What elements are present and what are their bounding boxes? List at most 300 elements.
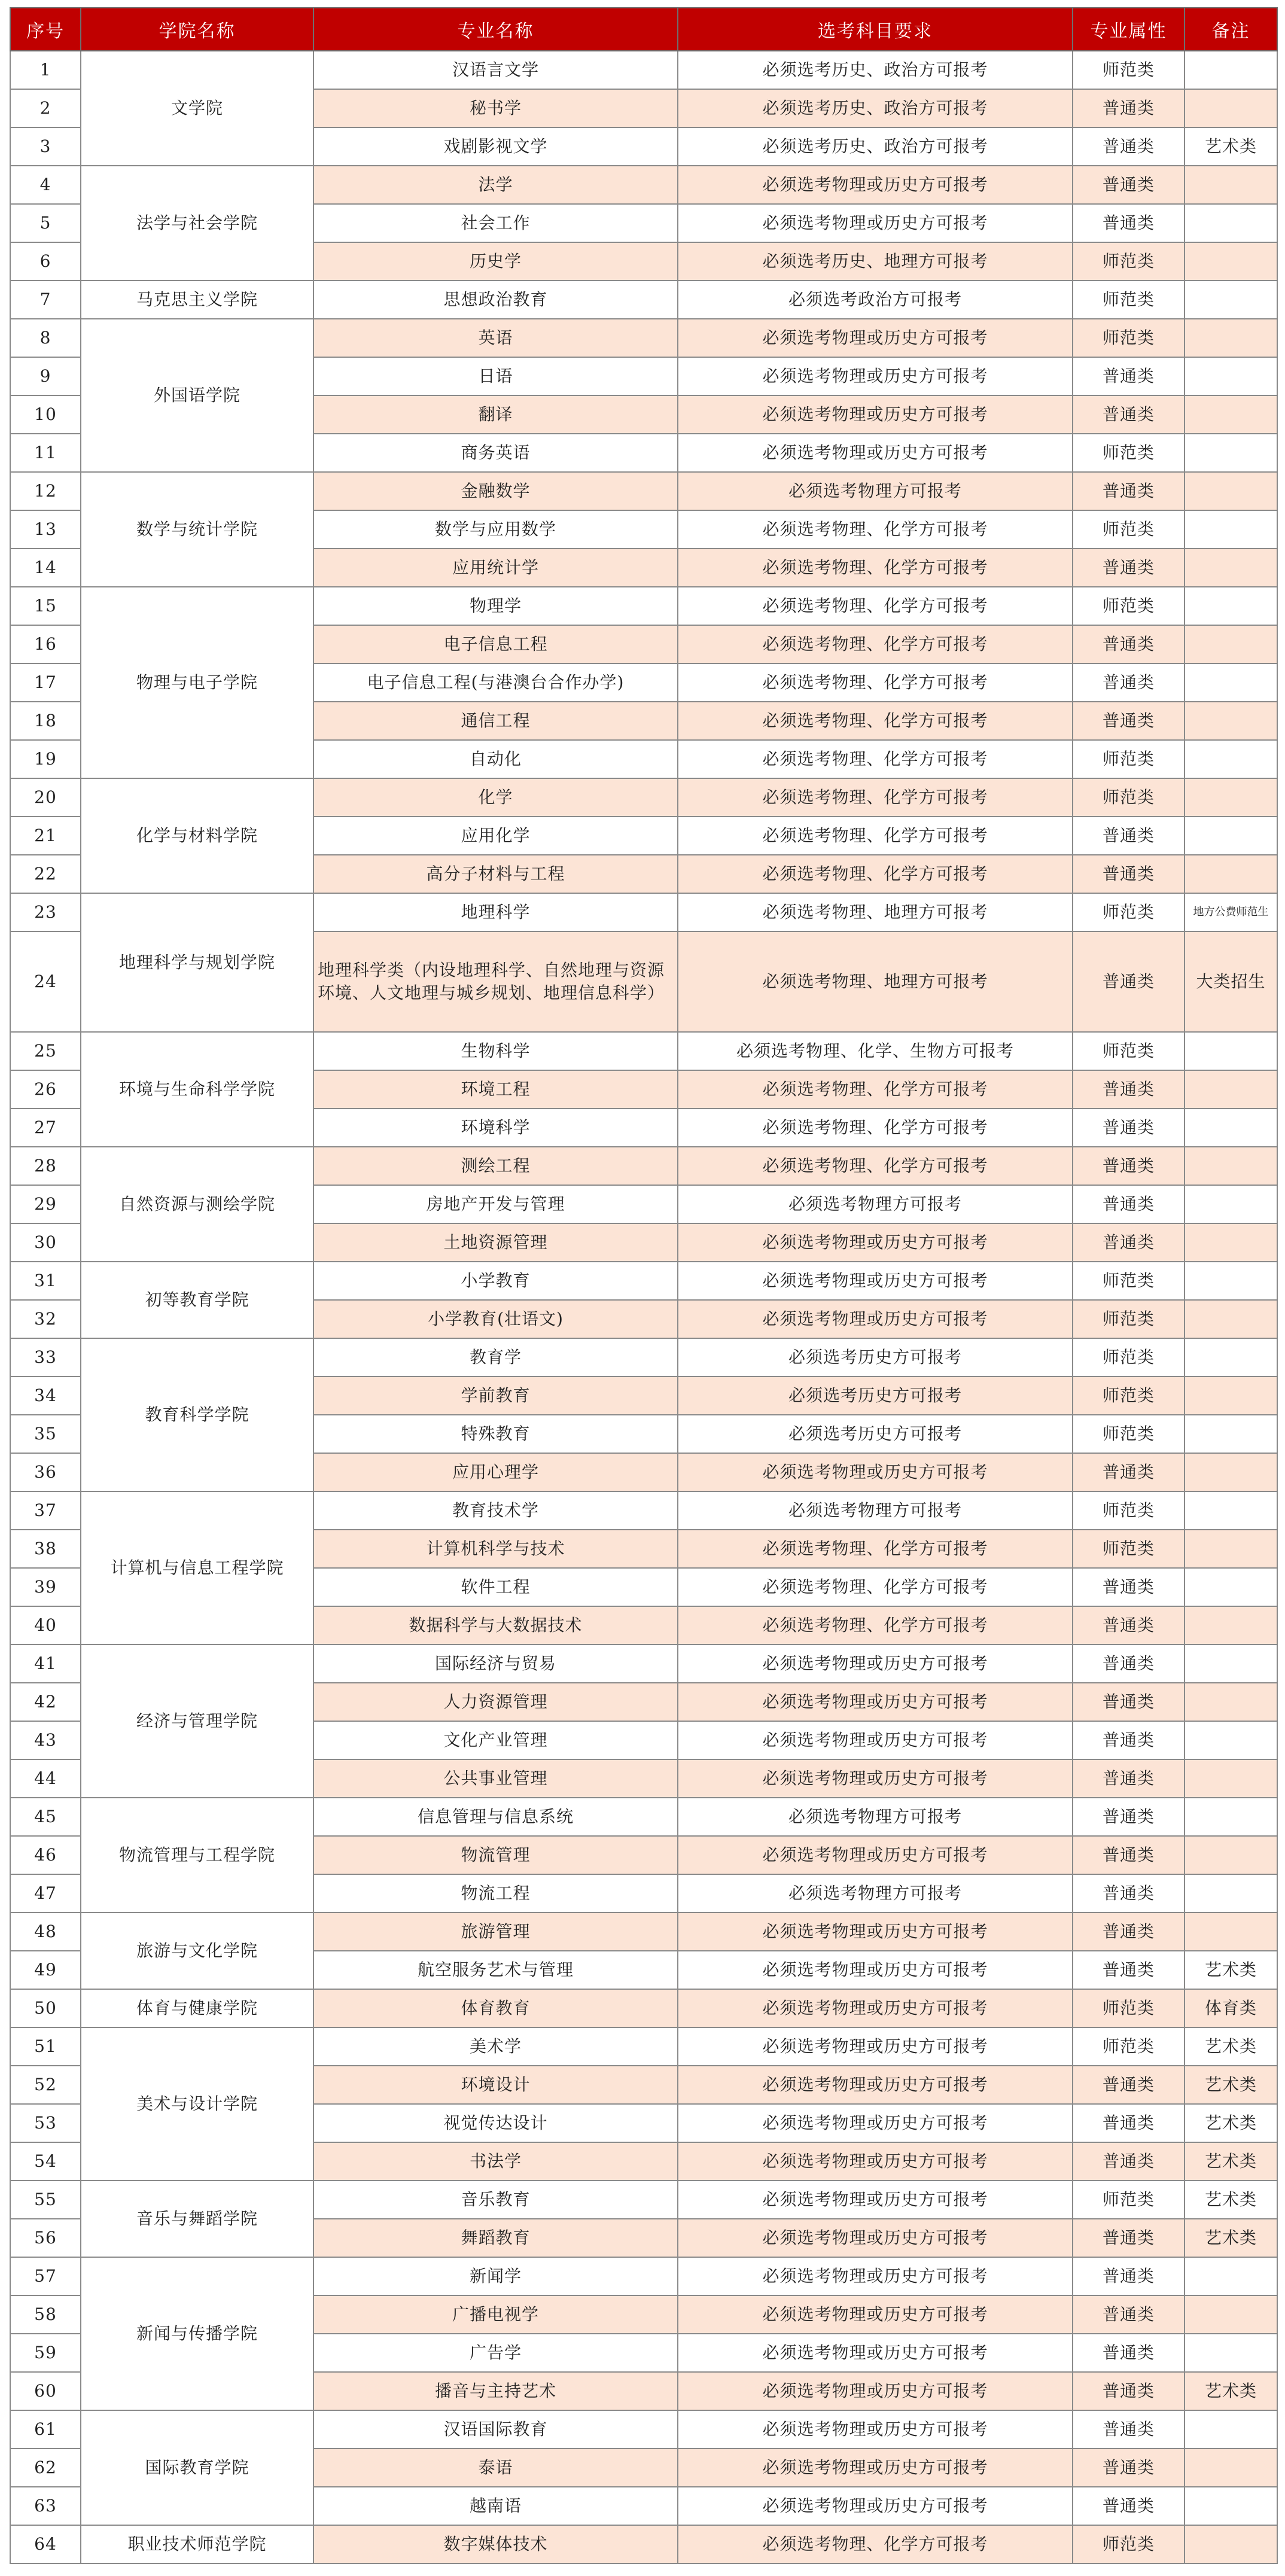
note-text [1184, 472, 1277, 510]
row-serial: 35 [10, 1415, 81, 1453]
note-text [1184, 625, 1277, 663]
note-text [1184, 817, 1277, 855]
row-serial: 53 [10, 2104, 81, 2142]
table-row [10, 281, 1277, 319]
school-name: 初等教育学院 [81, 1262, 313, 1338]
row-serial: 46 [10, 1836, 81, 1874]
major-name: 应用统计学 [313, 549, 678, 587]
note-text [1184, 510, 1277, 549]
header-major: 专业名称 [313, 8, 678, 51]
requirement-text: 必须选考物理方可报考 [678, 1874, 1073, 1913]
school-name: 环境与生命科学学院 [81, 1032, 313, 1147]
major-attribute: 普通类 [1073, 472, 1184, 510]
major-attribute: 师范类 [1073, 1530, 1184, 1568]
requirement-text: 必须选考物理或历史方可报考 [678, 1645, 1073, 1683]
header-requirement: 选考科目要求 [678, 8, 1073, 51]
major-name: 小学教育(壮语文) [313, 1300, 678, 1338]
major-name: 汉语言文学 [313, 51, 678, 89]
major-attribute: 普通类 [1073, 166, 1184, 204]
major-attribute: 师范类 [1073, 1491, 1184, 1530]
requirement-text: 必须选考物理或历史方可报考 [678, 2104, 1073, 2142]
major-name: 法学 [313, 166, 678, 204]
major-name: 数字媒体技术 [313, 2525, 678, 2563]
header-serial: 序号 [10, 8, 81, 51]
note-text [1184, 778, 1277, 817]
school-name: 计算机与信息工程学院 [81, 1491, 313, 1645]
note-text [1184, 319, 1277, 357]
note-text [1184, 1913, 1277, 1951]
table-row [10, 166, 1277, 204]
row-serial: 19 [10, 740, 81, 778]
major-name: 广播电视学 [313, 2295, 678, 2334]
note-text: 艺术类 [1184, 2219, 1277, 2257]
note-text: 艺术类 [1184, 2104, 1277, 2142]
note-text [1184, 1606, 1277, 1645]
major-name: 新闻学 [313, 2257, 678, 2295]
major-attribute: 师范类 [1073, 242, 1184, 281]
note-text [1184, 1185, 1277, 1223]
major-name: 历史学 [313, 242, 678, 281]
major-name: 公共事业管理 [313, 1759, 678, 1798]
row-serial: 50 [10, 1989, 81, 2027]
table-row [10, 319, 1277, 357]
requirement-text: 必须选考物理、化学方可报考 [678, 1568, 1073, 1606]
requirement-text: 必须选考物理、化学方可报考 [678, 855, 1073, 893]
school-name: 经济与管理学院 [81, 1645, 313, 1798]
requirement-text: 必须选考物理或历史方可报考 [678, 2410, 1073, 2449]
row-serial: 36 [10, 1453, 81, 1491]
table-row [10, 1798, 1277, 1836]
major-name: 金融数学 [313, 472, 678, 510]
note-text [1184, 51, 1277, 89]
row-serial: 44 [10, 1759, 81, 1798]
row-serial: 28 [10, 1147, 81, 1185]
major-name: 生物科学 [313, 1032, 678, 1070]
row-serial: 42 [10, 1683, 81, 1721]
row-serial: 58 [10, 2295, 81, 2334]
row-serial: 31 [10, 1262, 81, 1300]
major-name: 数学与应用数学 [313, 510, 678, 549]
requirement-text: 必须选考物理或历史方可报考 [678, 1913, 1073, 1951]
requirement-text: 必须选考物理、化学方可报考 [678, 817, 1073, 855]
school-name: 物流管理与工程学院 [81, 1798, 313, 1913]
major-attribute: 普通类 [1073, 1645, 1184, 1683]
major-name: 泰语 [313, 2449, 678, 2487]
major-attribute: 普通类 [1073, 2066, 1184, 2104]
header-note: 备注 [1184, 8, 1277, 51]
major-attribute: 普通类 [1073, 1836, 1184, 1874]
major-name: 商务英语 [313, 434, 678, 472]
major-name: 人力资源管理 [313, 1683, 678, 1721]
table-row [10, 1262, 1277, 1300]
row-serial: 39 [10, 1568, 81, 1606]
requirement-text: 必须选考物理或历史方可报考 [678, 166, 1073, 204]
requirement-text: 必须选考物理或历史方可报考 [678, 204, 1073, 242]
school-name: 新闻与传播学院 [81, 2257, 313, 2410]
major-attribute: 普通类 [1073, 2219, 1184, 2257]
requirement-text: 必须选考物理、化学方可报考 [678, 1070, 1073, 1109]
note-text: 地方公费师范生 [1184, 893, 1277, 931]
table-row [10, 2410, 1277, 2449]
note-text [1184, 395, 1277, 434]
note-text: 艺术类 [1184, 127, 1277, 166]
row-serial: 13 [10, 510, 81, 549]
row-serial: 25 [10, 1032, 81, 1070]
major-name: 物流工程 [313, 1874, 678, 1913]
major-attribute: 普通类 [1073, 1798, 1184, 1836]
requirement-text: 必须选考物理或历史方可报考 [678, 2334, 1073, 2372]
row-serial: 54 [10, 2142, 81, 2181]
requirement-text: 必须选考物理、化学方可报考 [678, 663, 1073, 702]
note-text [1184, 1453, 1277, 1491]
major-name: 物理学 [313, 587, 678, 625]
major-attribute: 师范类 [1073, 1300, 1184, 1338]
row-serial: 55 [10, 2181, 81, 2219]
row-serial: 33 [10, 1338, 81, 1377]
note-text [1184, 1798, 1277, 1836]
admission-table-container [10, 7, 1277, 2564]
requirement-text: 必须选考物理或历史方可报考 [678, 1951, 1073, 1989]
requirement-text: 必须选考物理、化学、生物方可报考 [678, 1032, 1073, 1070]
row-serial: 32 [10, 1300, 81, 1338]
row-serial: 10 [10, 395, 81, 434]
table-row [10, 2525, 1277, 2563]
note-text: 艺术类 [1184, 2372, 1277, 2410]
major-name: 越南语 [313, 2487, 678, 2525]
major-attribute: 普通类 [1073, 1568, 1184, 1606]
row-serial: 29 [10, 1185, 81, 1223]
note-text [1184, 549, 1277, 587]
major-attribute: 普通类 [1073, 2104, 1184, 2142]
requirement-text: 必须选考物理、化学方可报考 [678, 1147, 1073, 1185]
major-attribute: 师范类 [1073, 281, 1184, 319]
requirement-text: 必须选考物理、化学方可报考 [678, 549, 1073, 587]
requirement-text: 必须选考物理或历史方可报考 [678, 1721, 1073, 1759]
requirement-text: 必须选考物理或历史方可报考 [678, 1262, 1073, 1300]
row-serial: 30 [10, 1223, 81, 1262]
note-text [1184, 1338, 1277, 1377]
row-serial: 57 [10, 2257, 81, 2295]
requirement-text: 必须选考物理、化学方可报考 [678, 510, 1073, 549]
row-serial: 38 [10, 1530, 81, 1568]
requirement-text: 必须选考物理或历史方可报考 [678, 395, 1073, 434]
major-attribute: 师范类 [1073, 587, 1184, 625]
note-text [1184, 2410, 1277, 2449]
note-text [1184, 1645, 1277, 1683]
row-serial: 47 [10, 1874, 81, 1913]
row-serial: 20 [10, 778, 81, 817]
note-text: 艺术类 [1184, 2181, 1277, 2219]
major-attribute: 师范类 [1073, 2181, 1184, 2219]
major-attribute: 普通类 [1073, 1721, 1184, 1759]
requirement-text: 必须选考物理或历史方可报考 [678, 2487, 1073, 2525]
major-name: 软件工程 [313, 1568, 678, 1606]
row-serial: 23 [10, 893, 81, 931]
major-name: 音乐教育 [313, 2181, 678, 2219]
major-attribute: 师范类 [1073, 2525, 1184, 2563]
table-header-row [10, 8, 1277, 51]
table-row [10, 1913, 1277, 1951]
row-serial: 26 [10, 1070, 81, 1109]
major-attribute: 普通类 [1073, 357, 1184, 395]
note-text [1184, 434, 1277, 472]
major-attribute: 师范类 [1073, 434, 1184, 472]
major-attribute: 师范类 [1073, 510, 1184, 549]
major-attribute: 普通类 [1073, 931, 1184, 1032]
requirement-text: 必须选考物理方可报考 [678, 1798, 1073, 1836]
requirement-text: 必须选考历史方可报考 [678, 1377, 1073, 1415]
row-serial: 18 [10, 702, 81, 740]
major-attribute: 普通类 [1073, 2295, 1184, 2334]
major-attribute: 师范类 [1073, 319, 1184, 357]
table-row [10, 51, 1277, 89]
school-name: 外国语学院 [81, 319, 313, 472]
major-name: 化学 [313, 778, 678, 817]
requirement-text: 必须选考物理、化学方可报考 [678, 1606, 1073, 1645]
header-school: 学院名称 [81, 8, 313, 51]
major-attribute: 普通类 [1073, 1759, 1184, 1798]
requirement-text: 必须选考物理、化学方可报考 [678, 2525, 1073, 2563]
note-text [1184, 1415, 1277, 1453]
requirement-text: 必须选考物理或历史方可报考 [678, 2219, 1073, 2257]
requirement-text: 必须选考物理或历史方可报考 [678, 1453, 1073, 1491]
school-name: 法学与社会学院 [81, 166, 313, 281]
major-name: 通信工程 [313, 702, 678, 740]
requirement-text: 必须选考物理方可报考 [678, 472, 1073, 510]
major-attribute: 普通类 [1073, 1453, 1184, 1491]
table-row [10, 2257, 1277, 2295]
major-attribute: 普通类 [1073, 89, 1184, 127]
major-name: 美术学 [313, 2027, 678, 2066]
major-name: 信息管理与信息系统 [313, 1798, 678, 1836]
requirement-text: 必须选考历史、地理方可报考 [678, 242, 1073, 281]
major-name: 戏剧影视文学 [313, 127, 678, 166]
requirement-text: 必须选考物理或历史方可报考 [678, 2295, 1073, 2334]
row-serial: 64 [10, 2525, 81, 2563]
requirement-text: 必须选考物理或历史方可报考 [678, 1759, 1073, 1798]
note-text [1184, 1530, 1277, 1568]
note-text [1184, 1759, 1277, 1798]
requirement-text: 必须选考物理或历史方可报考 [678, 2257, 1073, 2295]
note-text: 艺术类 [1184, 2066, 1277, 2104]
row-serial: 16 [10, 625, 81, 663]
major-name: 自动化 [313, 740, 678, 778]
major-attribute: 普通类 [1073, 1109, 1184, 1147]
subject-requirements-table [10, 7, 1278, 2564]
requirement-text: 必须选考物理方可报考 [678, 1491, 1073, 1530]
note-text [1184, 740, 1277, 778]
school-name: 地理科学与规划学院 [81, 893, 313, 1032]
row-serial: 52 [10, 2066, 81, 2104]
major-name: 土地资源管理 [313, 1223, 678, 1262]
school-name: 体育与健康学院 [81, 1989, 313, 2027]
major-attribute: 普通类 [1073, 855, 1184, 893]
major-attribute: 师范类 [1073, 1338, 1184, 1377]
requirement-text: 必须选考物理或历史方可报考 [678, 2066, 1073, 2104]
major-name: 小学教育 [313, 1262, 678, 1300]
major-name: 书法学 [313, 2142, 678, 2181]
major-name: 航空服务艺术与管理 [313, 1951, 678, 1989]
row-serial: 61 [10, 2410, 81, 2449]
major-name: 旅游管理 [313, 1913, 678, 1951]
major-attribute: 普通类 [1073, 2142, 1184, 2181]
major-attribute: 普通类 [1073, 2410, 1184, 2449]
major-attribute: 师范类 [1073, 1989, 1184, 2027]
note-text [1184, 242, 1277, 281]
row-serial: 37 [10, 1491, 81, 1530]
row-serial: 7 [10, 281, 81, 319]
requirement-text: 必须选考物理或历史方可报考 [678, 1836, 1073, 1874]
school-name: 教育科学学院 [81, 1338, 313, 1491]
note-text [1184, 1836, 1277, 1874]
major-name: 体育教育 [313, 1989, 678, 2027]
row-serial: 43 [10, 1721, 81, 1759]
row-serial: 40 [10, 1606, 81, 1645]
note-text [1184, 89, 1277, 127]
major-attribute: 普通类 [1073, 1606, 1184, 1645]
row-serial: 5 [10, 204, 81, 242]
major-name: 广告学 [313, 2334, 678, 2372]
major-attribute: 普通类 [1073, 1070, 1184, 1109]
note-text [1184, 2449, 1277, 2487]
note-text: 大类招生 [1184, 931, 1277, 1032]
major-name: 视觉传达设计 [313, 2104, 678, 2142]
major-name: 英语 [313, 319, 678, 357]
requirement-text: 必须选考物理、地理方可报考 [678, 931, 1073, 1032]
major-name: 教育技术学 [313, 1491, 678, 1530]
school-name: 美术与设计学院 [81, 2027, 313, 2181]
major-attribute: 普通类 [1073, 625, 1184, 663]
note-text: 体育类 [1184, 1989, 1277, 2027]
requirement-text: 必须选考物理、化学方可报考 [678, 625, 1073, 663]
header-attribute: 专业属性 [1073, 8, 1184, 51]
major-attribute: 师范类 [1073, 778, 1184, 817]
major-attribute: 普通类 [1073, 663, 1184, 702]
table-row [10, 1338, 1277, 1377]
note-text [1184, 1147, 1277, 1185]
table-row [10, 1989, 1277, 2027]
row-serial: 9 [10, 357, 81, 395]
major-attribute: 普通类 [1073, 2449, 1184, 2487]
table-row [10, 1147, 1277, 1185]
table-row [10, 472, 1277, 510]
major-attribute: 普通类 [1073, 1951, 1184, 1989]
row-serial: 3 [10, 127, 81, 166]
major-attribute: 师范类 [1073, 51, 1184, 89]
requirement-text: 必须选考物理、地理方可报考 [678, 893, 1073, 931]
note-text [1184, 1032, 1277, 1070]
table-body [10, 51, 1277, 2563]
requirement-text: 必须选考历史、政治方可报考 [678, 89, 1073, 127]
major-name: 高分子材料与工程 [313, 855, 678, 893]
table-row [10, 778, 1277, 817]
major-name: 电子信息工程(与港澳台合作办学) [313, 663, 678, 702]
row-serial: 6 [10, 242, 81, 281]
row-serial: 34 [10, 1377, 81, 1415]
major-attribute: 普通类 [1073, 395, 1184, 434]
requirement-text: 必须选考物理或历史方可报考 [678, 1223, 1073, 1262]
major-attribute: 普通类 [1073, 702, 1184, 740]
requirement-text: 必须选考物理或历史方可报考 [678, 2372, 1073, 2410]
school-name: 数学与统计学院 [81, 472, 313, 587]
row-serial: 63 [10, 2487, 81, 2525]
row-serial: 41 [10, 1645, 81, 1683]
major-name: 国际经济与贸易 [313, 1645, 678, 1683]
major-attribute: 普通类 [1073, 1147, 1184, 1185]
major-attribute: 普通类 [1073, 1185, 1184, 1223]
table-row [10, 1491, 1277, 1530]
row-serial: 45 [10, 1798, 81, 1836]
row-serial: 1 [10, 51, 81, 89]
table-row [10, 893, 1277, 931]
major-name: 秘书学 [313, 89, 678, 127]
requirement-text: 必须选考物理或历史方可报考 [678, 2449, 1073, 2487]
requirement-text: 必须选考物理、化学方可报考 [678, 1530, 1073, 1568]
note-text [1184, 1874, 1277, 1913]
major-attribute: 师范类 [1073, 2027, 1184, 2066]
major-name: 思想政治教育 [313, 281, 678, 319]
row-serial: 51 [10, 2027, 81, 2066]
major-attribute: 普通类 [1073, 1874, 1184, 1913]
school-name: 国际教育学院 [81, 2410, 313, 2525]
major-name: 播音与主持艺术 [313, 2372, 678, 2410]
requirement-text: 必须选考政治方可报考 [678, 281, 1073, 319]
table-row [10, 2181, 1277, 2219]
note-text [1184, 2334, 1277, 2372]
requirement-text: 必须选考物理或历史方可报考 [678, 434, 1073, 472]
note-text [1184, 2257, 1277, 2295]
row-serial: 21 [10, 817, 81, 855]
school-name: 化学与材料学院 [81, 778, 313, 893]
note-text [1184, 1070, 1277, 1109]
major-name: 测绘工程 [313, 1147, 678, 1185]
row-serial: 48 [10, 1913, 81, 1951]
major-name: 地理科学 [313, 893, 678, 931]
row-serial: 62 [10, 2449, 81, 2487]
note-text [1184, 2487, 1277, 2525]
note-text [1184, 663, 1277, 702]
requirement-text: 必须选考历史方可报考 [678, 1338, 1073, 1377]
major-attribute: 普通类 [1073, 1223, 1184, 1262]
note-text [1184, 1223, 1277, 1262]
requirement-text: 必须选考历史、政治方可报考 [678, 51, 1073, 89]
note-text [1184, 1109, 1277, 1147]
school-name: 旅游与文化学院 [81, 1913, 313, 1989]
major-name: 数据科学与大数据技术 [313, 1606, 678, 1645]
requirement-text: 必须选考物理、化学方可报考 [678, 740, 1073, 778]
row-serial: 2 [10, 89, 81, 127]
note-text [1184, 1568, 1277, 1606]
table-row [10, 587, 1277, 625]
major-attribute: 普通类 [1073, 1913, 1184, 1951]
major-name: 应用心理学 [313, 1453, 678, 1491]
school-name: 马克思主义学院 [81, 281, 313, 319]
school-name: 文学院 [81, 51, 313, 166]
major-name: 特殊教育 [313, 1415, 678, 1453]
requirement-text: 必须选考物理或历史方可报考 [678, 2181, 1073, 2219]
note-text: 艺术类 [1184, 1951, 1277, 1989]
major-name: 教育学 [313, 1338, 678, 1377]
requirement-text: 必须选考物理方可报考 [678, 1185, 1073, 1223]
school-name: 自然资源与测绘学院 [81, 1147, 313, 1262]
major-name: 环境设计 [313, 2066, 678, 2104]
major-name: 环境科学 [313, 1109, 678, 1147]
major-name: 环境工程 [313, 1070, 678, 1109]
requirement-text: 必须选考物理、化学方可报考 [678, 1109, 1073, 1147]
major-attribute: 普通类 [1073, 2487, 1184, 2525]
table-row [10, 2027, 1277, 2066]
note-text [1184, 1721, 1277, 1759]
